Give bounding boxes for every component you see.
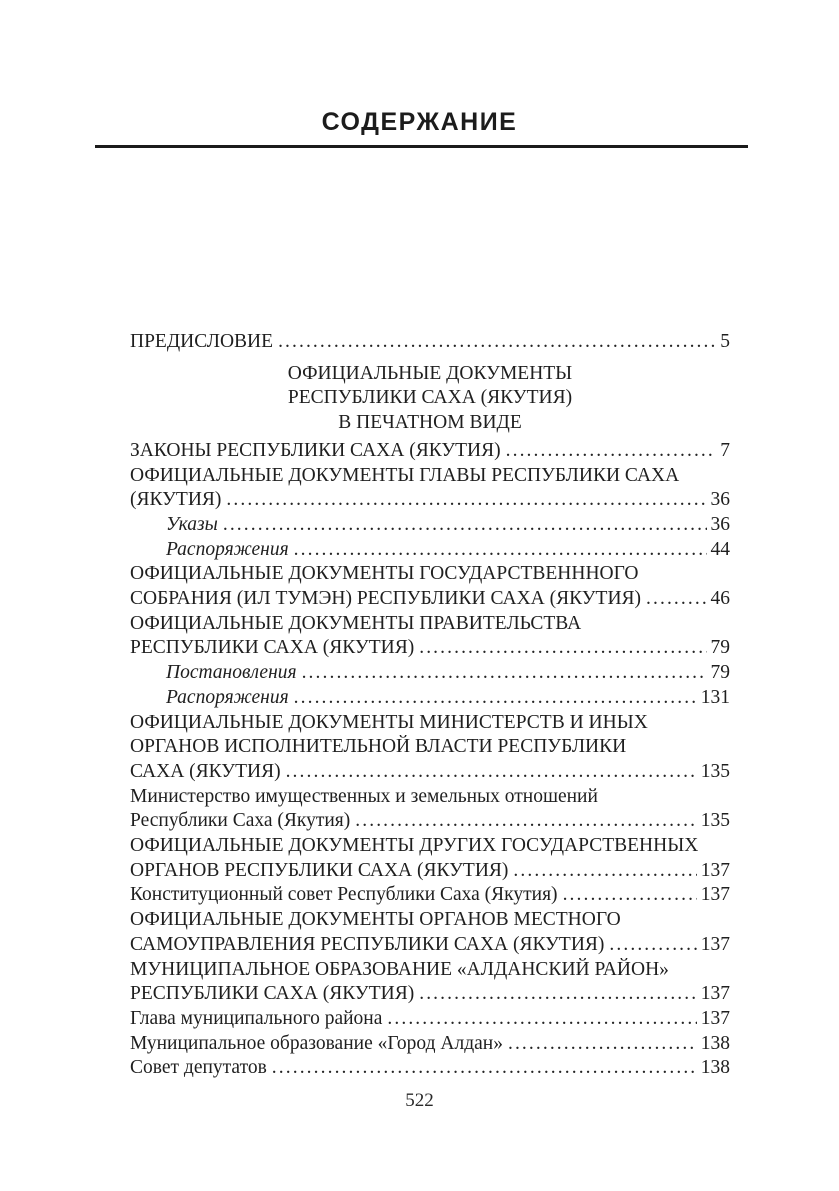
toc-row xyxy=(130,686,730,711)
toc-row xyxy=(130,735,730,760)
toc-entry-label: В ПЕЧАТНОМ ВИДЕ xyxy=(338,412,522,434)
toc-entry-label: ОРГАНОВ ИСПОЛНИТЕЛЬНОЙ ВЛАСТИ РЕСПУБЛИКИ xyxy=(130,736,627,758)
dot-leader xyxy=(563,883,697,908)
toc-page-ref: 79 xyxy=(710,637,730,659)
toc-row xyxy=(130,661,730,686)
toc-entry-label: ЗАКОНЫ РЕСПУБЛИКИ САХА (ЯКУТИЯ) xyxy=(130,439,501,461)
dot-leader xyxy=(302,661,707,686)
toc-list xyxy=(130,330,730,1081)
toc-row xyxy=(130,933,730,958)
toc-page-ref: 137 xyxy=(700,884,730,906)
toc-row xyxy=(130,513,730,538)
toc-entry-label: Муниципальное образование «Город Алдан» xyxy=(130,1032,503,1054)
dot-leader xyxy=(355,809,696,834)
toc-entry-label: САМОУПРАВЛЕНИЯ РЕСПУБЛИКИ САХА (ЯКУТИЯ) xyxy=(130,933,605,955)
dot-leader xyxy=(286,760,697,785)
toc-entry-label: ОФИЦИАЛЬНЫЕ ДОКУМЕНТЫ ОРГАНОВ МЕСТНОГО xyxy=(130,909,621,931)
toc-row xyxy=(130,330,730,355)
toc-entry-label: РЕСПУБЛИКИ САХА (ЯКУТИЯ) xyxy=(287,387,573,409)
toc-entry-label: ОФИЦИАЛЬНЫЕ ДОКУМЕНТЫ МИНИСТЕРСТВ И ИНЫХ xyxy=(130,711,648,733)
dot-leader xyxy=(294,538,707,563)
dot-leader xyxy=(419,982,697,1007)
toc-entry-label: САХА (ЯКУТИЯ) xyxy=(130,760,281,782)
toc-section-heading xyxy=(130,362,730,387)
dot-leader xyxy=(223,513,707,538)
toc-entry-label: ОФИЦИАЛЬНЫЕ ДОКУМЕНТЫ ГЛАВЫ РЕСПУБЛИКИ САХА xyxy=(130,464,680,486)
dot-leader xyxy=(513,859,696,884)
toc-entry-label: РЕСПУБЛИКИ САХА (ЯКУТИЯ) xyxy=(130,983,415,1005)
toc-entry-label: ОФИЦИАЛЬНЫЕ ДОКУМЕНТЫ xyxy=(287,362,573,384)
toc-entry-label: ОФИЦИАЛЬНЫЕ ДОКУМЕНТЫ ГОСУДАРСТВЕНННОГО xyxy=(130,563,639,585)
toc-page-ref: 36 xyxy=(710,489,730,511)
toc-section-heading xyxy=(130,411,730,436)
page-number: 522 xyxy=(405,1090,434,1112)
header-rule xyxy=(95,145,748,148)
toc-section-heading xyxy=(130,386,730,411)
toc-entry-label: ОФИЦИАЛЬНЫЕ ДОКУМЕНТЫ ДРУГИХ ГОСУДАРСТВЕННЫХ xyxy=(130,835,699,857)
dot-leader xyxy=(506,439,717,464)
toc-row xyxy=(130,958,730,983)
toc-row xyxy=(130,636,730,661)
toc-row xyxy=(130,612,730,637)
dot-leader xyxy=(226,488,706,513)
dot-leader xyxy=(272,1056,697,1081)
toc-row xyxy=(130,1056,730,1081)
toc-page-ref: 135 xyxy=(700,810,730,832)
toc-row xyxy=(130,562,730,587)
dot-leader xyxy=(419,636,706,661)
toc-page-ref: 138 xyxy=(700,1032,730,1054)
toc-row xyxy=(130,908,730,933)
toc-entry-label: Распоряжения xyxy=(166,538,289,560)
dot-leader xyxy=(646,587,706,612)
toc-row xyxy=(130,883,730,908)
toc-entry-label: Совет депутатов xyxy=(130,1057,267,1079)
toc-row xyxy=(130,859,730,884)
toc-page-ref: 135 xyxy=(700,760,730,782)
toc-page-ref: 44 xyxy=(710,538,730,560)
toc-page-ref: 7 xyxy=(720,439,730,461)
toc-row xyxy=(130,711,730,736)
toc-row xyxy=(130,538,730,563)
toc-page-ref: 137 xyxy=(700,983,730,1005)
toc-entry-label: Постановления xyxy=(166,662,297,684)
toc-entry-label: ПРЕДИСЛОВИЕ xyxy=(130,331,274,352)
toc-entry-label: Министерство имущественных и земельных отношений xyxy=(130,785,598,807)
toc-entry-label: МУНИЦИПАЛЬНОЕ ОБРАЗОВАНИЕ «АЛДАНСКИЙ РАЙОН» xyxy=(130,958,669,980)
toc-entry-label: Глава муниципального района xyxy=(130,1007,383,1029)
toc-entry-label: Республики Саха (Якутия) xyxy=(130,810,351,832)
toc-page-ref: 131 xyxy=(700,686,730,708)
toc-row xyxy=(130,834,730,859)
toc-page-ref: 137 xyxy=(700,1007,730,1029)
toc-row xyxy=(130,439,730,464)
toc-row xyxy=(130,464,730,489)
dot-leader xyxy=(294,686,697,711)
toc-page-ref: 46 xyxy=(710,588,730,610)
toc-entry-label: Указы xyxy=(166,513,218,535)
toc-row xyxy=(130,587,730,612)
toc-page-ref: 36 xyxy=(710,513,730,535)
dot-leader xyxy=(278,330,716,355)
dot-leader xyxy=(508,1032,697,1057)
toc-entry-label: (ЯКУТИЯ) xyxy=(130,489,222,511)
page-title: СОДЕРЖАНИЕ xyxy=(321,108,518,136)
toc-entry-label: Распоряжения xyxy=(166,686,289,708)
toc-page-ref: 79 xyxy=(710,662,730,684)
page-footer xyxy=(0,1090,839,1112)
dot-leader xyxy=(387,1007,696,1032)
toc-entry-label: СОБРАНИЯ (ИЛ ТУМЭН) РЕСПУБЛИКИ САХА (ЯКУТИЯ) xyxy=(130,588,642,610)
toc-entry-label: Конституционный совет Республики Саха (Якутия) xyxy=(130,884,558,906)
toc-page-ref: 137 xyxy=(700,933,730,955)
toc-row xyxy=(130,488,730,513)
toc-page-ref: 138 xyxy=(700,1057,730,1079)
toc-row xyxy=(130,1007,730,1032)
toc-page-ref: 5 xyxy=(720,331,730,352)
toc-row xyxy=(130,760,730,785)
toc-entry-label: ОФИЦИАЛЬНЫЕ ДОКУМЕНТЫ ПРАВИТЕЛЬСТВА xyxy=(130,612,582,634)
toc-entry-label: РЕСПУБЛИКИ САХА (ЯКУТИЯ) xyxy=(130,637,415,659)
toc-entry-label: ОРГАНОВ РЕСПУБЛИКИ САХА (ЯКУТИЯ) xyxy=(130,859,509,881)
toc-page-ref: 137 xyxy=(700,859,730,881)
page-header xyxy=(0,0,839,148)
toc-row xyxy=(130,809,730,834)
toc-row xyxy=(130,1032,730,1057)
dot-leader xyxy=(609,933,696,958)
toc-row xyxy=(130,982,730,1007)
toc-row xyxy=(130,785,730,810)
